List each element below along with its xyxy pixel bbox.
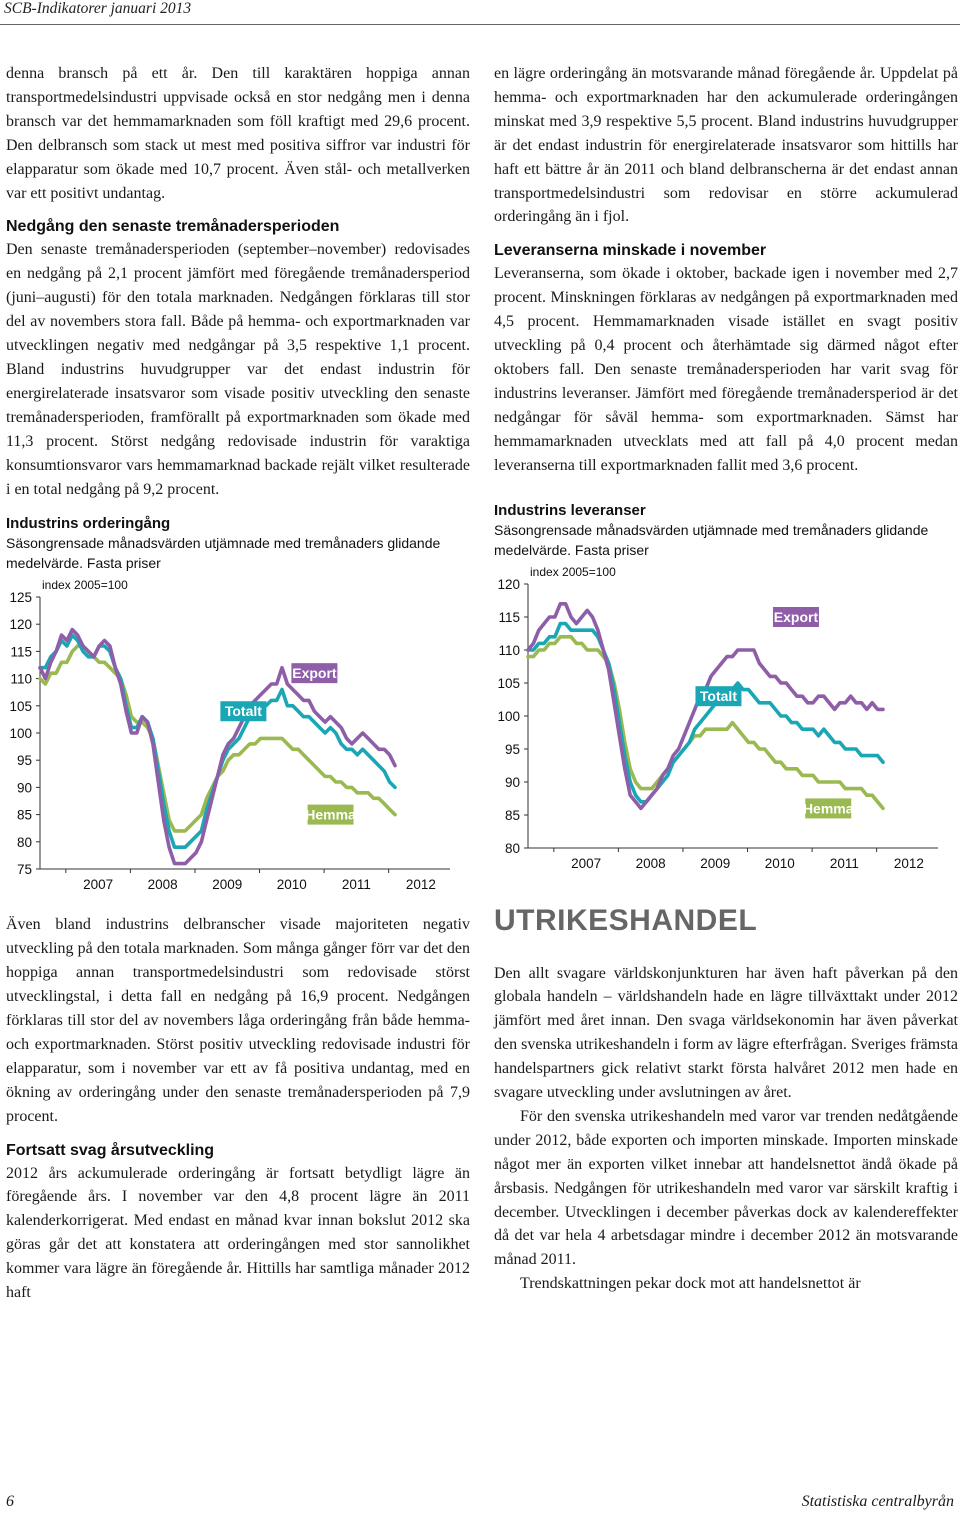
paragraph: Den allt svagare världskonjunkturen har även haft påverkan på den globala handeln – världshandeln hade en lägre tillväxttakt under 2012 jämfört med året innan. Den svaga världsekonomin har även påverkat den svenska utrikeshandeln i form av lägre efterfrågan. Sveriges främsta handelspartners gick relativt starkt första halvåret 2012 men hade en svagare utveckling under avslutningen av året. xyxy=(494,964,958,1102)
x-tick-label: 2007 xyxy=(571,855,602,871)
publication-title: SCB-Indikatorer januari 2013 xyxy=(4,0,192,17)
x-tick-label: 2010 xyxy=(276,877,307,893)
x-tick-label: 2012 xyxy=(405,877,436,893)
header-divider xyxy=(0,24,960,25)
series-label-hemma: Hemma xyxy=(305,807,356,824)
y-tick-label: 120 xyxy=(9,617,32,633)
series-label-totalt: Totalt xyxy=(224,703,262,720)
section-heading: Leveranserna minskade i november xyxy=(494,242,767,260)
chart-subtitle: Säsongrensade månadsvärden utjämnade med tremånaders glidande medelvärde. Fasta priser xyxy=(6,535,441,572)
page-number: 6 xyxy=(6,1493,14,1510)
left-column xyxy=(6,62,470,1305)
x-tick-label: 2012 xyxy=(893,855,924,871)
section-heading: Nedgång den senaste tremånadersperioden xyxy=(6,218,340,236)
x-tick-label: 2009 xyxy=(212,877,243,893)
y-tick-label: 80 xyxy=(504,840,520,856)
x-tick-label: 2009 xyxy=(700,855,731,871)
y-tick-label: 115 xyxy=(498,609,520,625)
y-tick-label: 85 xyxy=(504,807,520,823)
y-tick-label: 100 xyxy=(9,726,32,742)
paragraph: Trendskattningen pekar dock mot att handelsnettot är xyxy=(520,1275,861,1293)
y-tick-label: 105 xyxy=(9,699,32,715)
series-line-hemma xyxy=(40,646,395,831)
index-label: index 2005=100 xyxy=(42,578,128,593)
series-label-export: Export xyxy=(773,608,819,625)
y-tick-label: 75 xyxy=(16,862,32,878)
section-heading-large: UTRIKESHANDEL xyxy=(494,903,758,937)
deliveries-chart-plot xyxy=(494,560,958,890)
paragraph: Även bland industrins delbranscher visade majoriteten negativ utveckling på den totala marknaden. Som många gånger förr var det den hoppiga annan transportmedelsindustri som redovisade störst utvecklingstal, i detta fall en nedgång på 16,9 procent. Nedgången förklaras till stor del av novembers låga orderingång från både hemma- och exportmarknaden. Störst positiv utveckling redovisade industri för elapparatur, som i november var ett av få positiva undantag, med en ökning av orderingång under den senaste tremånadersperioden på 7,9 procent. xyxy=(6,916,470,1125)
index-label: index 2005=100 xyxy=(530,564,616,579)
chart-title: Industrins orderingång xyxy=(6,515,171,533)
y-tick-label: 100 xyxy=(497,708,520,724)
chart-title: Industrins leveranser xyxy=(494,501,646,519)
orders-chart-plot xyxy=(6,573,470,911)
x-tick-label: 2007 xyxy=(83,877,114,893)
paragraph: Leveranserna, som ökade i oktober, backade igen i november med 2,7 procent. Minskningen förklaras av nedgången på exportmarknaden med 4,5 procent. Hemmamarknaden visade istället en svagt positiv utveckling på 0,4 procent och återhämtade sig därmed något efter oktobers fall. Den senaste tremånadersperioden har varit svag för industrins leveranser. Jämfört med föregående tremånadersperiod är det nedgångar för såväl hemma- som exportmarknaden. Sämst har hemmamarknaden utvecklats med att fall på 4,0 procent medan leveranserna till exportmarknaden fallit med 3,6 procent. xyxy=(494,265,958,474)
series-line-hemma xyxy=(528,636,883,808)
x-tick-label: 2008 xyxy=(147,877,178,893)
paragraph: denna bransch på ett år. Den till karaktären hoppiga annan transportmedelsindustri uppvisade också en stor nedgång men i denna bransch var det hemmamarknaden som föll kraftigt med 29,6 procent. Den delbransch som stack ut mest med positiva siffror var industri för elapparatur som ökade med 10,7 procent. Även stål- och metallverken var ett positivt undantag. xyxy=(6,65,470,202)
y-tick-label: 85 xyxy=(16,808,32,824)
paragraph: en lägre orderingång än motsvarande månad föregående år. Uppdelat på hemma- och exportmarknaden har den ackumulerade orderingången minskat med 3,9 respektive 5,5 procent. Bland industrins huvudgrupper är det endast industrin för energirelaterade insatsvaror som hittills har haft ett bättre år än 2011 och bland delbranscherna är det endast annan transportmedelsindustri som redovisar en större ackumulerad orderingång än i fjol. xyxy=(494,65,958,226)
section-heading: Fortsatt svag årsutveckling xyxy=(6,1141,215,1159)
chart-subtitle: Säsongrensade månadsvärden utjämnade med tremånaders glidande medelvärde. Fasta priser xyxy=(494,521,929,558)
page-header xyxy=(0,0,960,22)
series-label-totalt: Totalt xyxy=(699,687,738,704)
y-tick-label: 105 xyxy=(497,675,520,691)
x-tick-label: 2011 xyxy=(341,877,371,893)
right-column xyxy=(494,62,958,1296)
series-label-hemma: Hemma xyxy=(802,799,854,816)
y-tick-label: 95 xyxy=(16,753,32,769)
x-tick-label: 2008 xyxy=(635,855,666,871)
x-tick-label: 2011 xyxy=(829,855,859,871)
publisher-name: Statistiska centralbyrån xyxy=(801,1493,954,1510)
series-line-totalt xyxy=(528,623,883,801)
orders-chart xyxy=(6,515,470,913)
deliveries-chart xyxy=(494,502,958,904)
paragraph: 2012 års ackumulerade orderingång är fortsatt betydligt lägre än föregående års. I november var den 4,8 procent lägre än 2011 kalenderkorrigerat. Med endast en månad kvar innan bokslut 2012 ska göras går det att konstatera att orderingången med stor sannolikhet kommer vara lägre än föregående år. Hittills har samtliga månader 2012 haft xyxy=(6,1164,470,1302)
series-label-export: Export xyxy=(292,665,337,682)
y-tick-label: 110 xyxy=(498,642,520,658)
y-tick-label: 115 xyxy=(10,644,32,660)
y-tick-label: 80 xyxy=(16,835,32,851)
y-tick-label: 95 xyxy=(504,741,520,757)
y-tick-label: 120 xyxy=(497,576,520,592)
paragraph: Den senaste tremånadersperioden (september–november) redovisades en nedgång på 2,1 procent jämfört med föregående tremånadersperiod (juni–augusti) för den totala marknaden. Nedgången förklaras till stor del av novembers stora fall. Både på hemma- och exportmarknaden var utvecklingen negativ med nedgångar på 3,5 respektive 1,1 procent. Bland industrins huvudgrupper var det endast industrin för energirelaterade insatsvaror som visade positiv utveckling den senaste tremånadersperioden, framförallt på exportmarknaden som ökade med 11,3 procent. Störst nedgång redovisade industrin för varaktiga konsumtionsvaror vars hemmamarknad backade rejält vilket resulterade i en total nedgång på 9,2 procent. xyxy=(6,241,470,498)
y-tick-label: 90 xyxy=(504,774,520,790)
x-tick-label: 2010 xyxy=(764,855,795,871)
y-tick-label: 90 xyxy=(16,780,32,796)
y-tick-label: 125 xyxy=(9,590,32,606)
y-tick-label: 110 xyxy=(10,672,32,688)
paragraph: För den svenska utrikeshandeln med varor var trenden nedåtgående under 2012, både exporten och importen minskade. Importen minskade något mer än exporten vilket innebar att handelsnettot ändå ökade på årsbasis. Nedgången för utrikeshandeln med varor var särskilt kraftig i december. Utvecklingen i december påverkas dock av kalendereffekter då det var hela 4 arbetsdagar mindre i december 2012 än motsvarande månad 2011. xyxy=(494,1107,958,1269)
